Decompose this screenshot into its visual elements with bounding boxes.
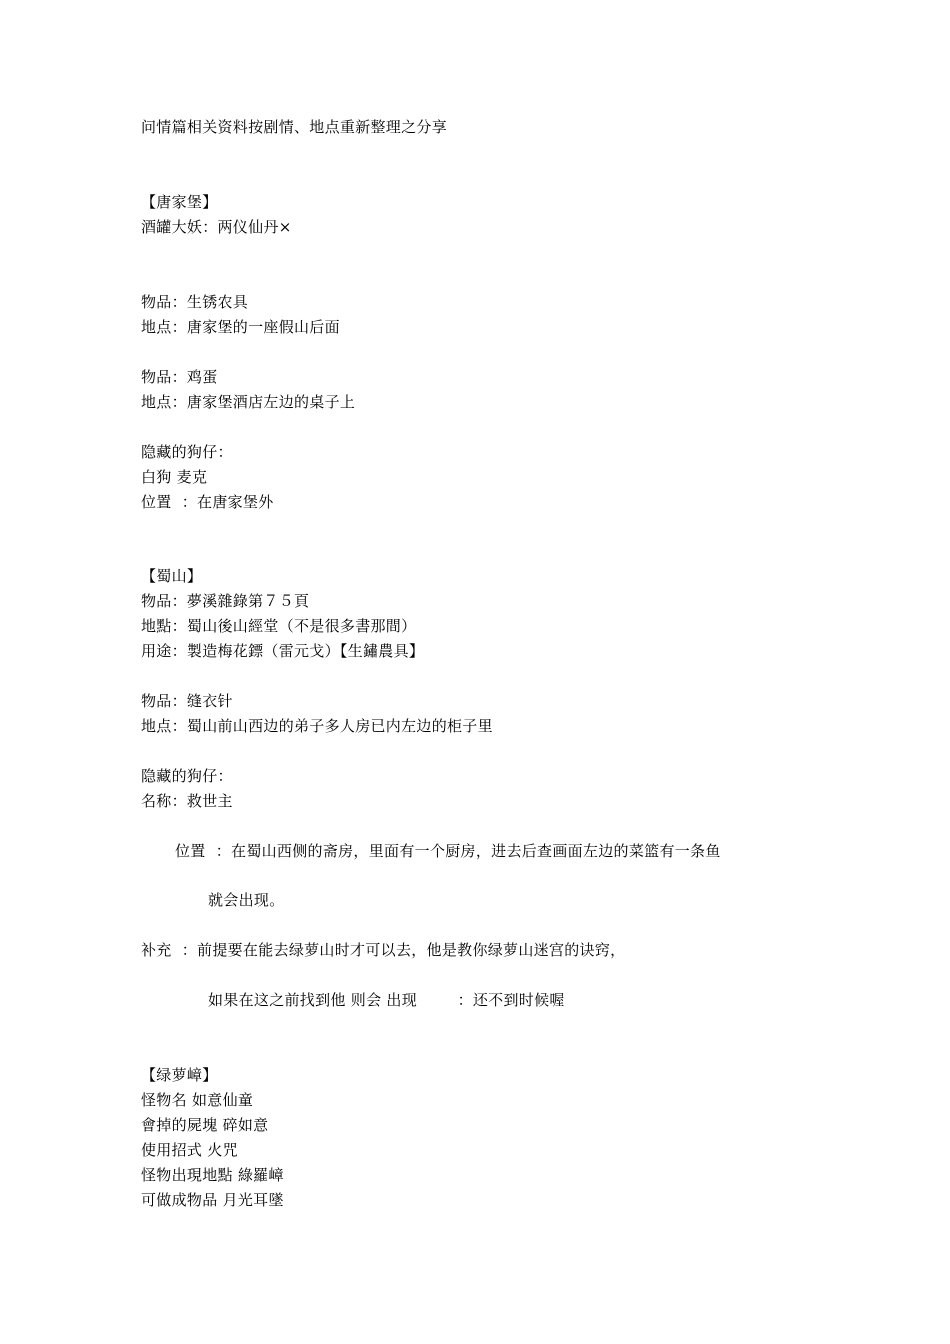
dog-position: 位置 ：在蜀山西侧的斋房，里面有一个厨房，进去后查画面左边的菜篮有一条鱼	[175, 842, 721, 860]
item-line: 物品：生锈农具	[141, 293, 249, 311]
dog-name: 名称：救世主	[141, 792, 233, 810]
dog-position: 位置 ：在唐家堡外	[141, 493, 274, 511]
location-line: 地點：蜀山後山經堂（不是很多書那間）	[141, 617, 417, 635]
item-line: 物品：夢溪雜錄第７５頁	[141, 592, 310, 610]
section-heading-shushan: 【蜀山】	[141, 567, 203, 585]
boss-line: 酒罐大妖：两仪仙丹×	[141, 218, 292, 236]
location-line: 地点：唐家堡酒店左边的桌子上	[141, 393, 356, 411]
hidden-dog-label: 隐藏的狗仔：	[141, 443, 233, 461]
monster-skill: 使用招式 火咒	[141, 1141, 238, 1159]
section-heading-tangjiabao: 【唐家堡】	[141, 193, 218, 211]
monster-location: 怪物出現地點 綠羅嶂	[141, 1166, 284, 1184]
item-line: 物品：缝衣针	[141, 692, 233, 710]
dog-position-continued: 就会出现。	[208, 891, 285, 909]
monster-drop: 會掉的屍塊 碎如意	[141, 1116, 269, 1134]
usage-line: 用途：製造梅花鏢（雷元戈）【生鏽農具】	[141, 642, 425, 660]
monster-name: 怪物名 如意仙童	[141, 1091, 254, 1109]
supplement-note: 补充 ：前提要在能去绿萝山时才可以去，他是教你绿萝山迷宫的诀窍，	[141, 941, 626, 959]
document-title: 问情篇相关资料按剧情、地点重新整理之分享	[141, 118, 448, 136]
hidden-dog-label: 隐藏的狗仔：	[141, 767, 233, 785]
item-line: 物品：鸡蛋	[141, 368, 218, 386]
supplement-note-continued: 如果在这之前找到他 则会 出现 ：还不到时候喔	[208, 991, 565, 1009]
location-line: 地点：蜀山前山西边的弟子多人房已内左边的柜子里	[141, 717, 493, 735]
section-heading-lvluozhang: 【绿萝嶂】	[141, 1066, 218, 1084]
craftable-item: 可做成物品 月光耳墜	[141, 1191, 284, 1209]
dog-name: 白狗 麦克	[141, 468, 208, 486]
location-line: 地点：唐家堡的一座假山后面	[141, 318, 340, 336]
